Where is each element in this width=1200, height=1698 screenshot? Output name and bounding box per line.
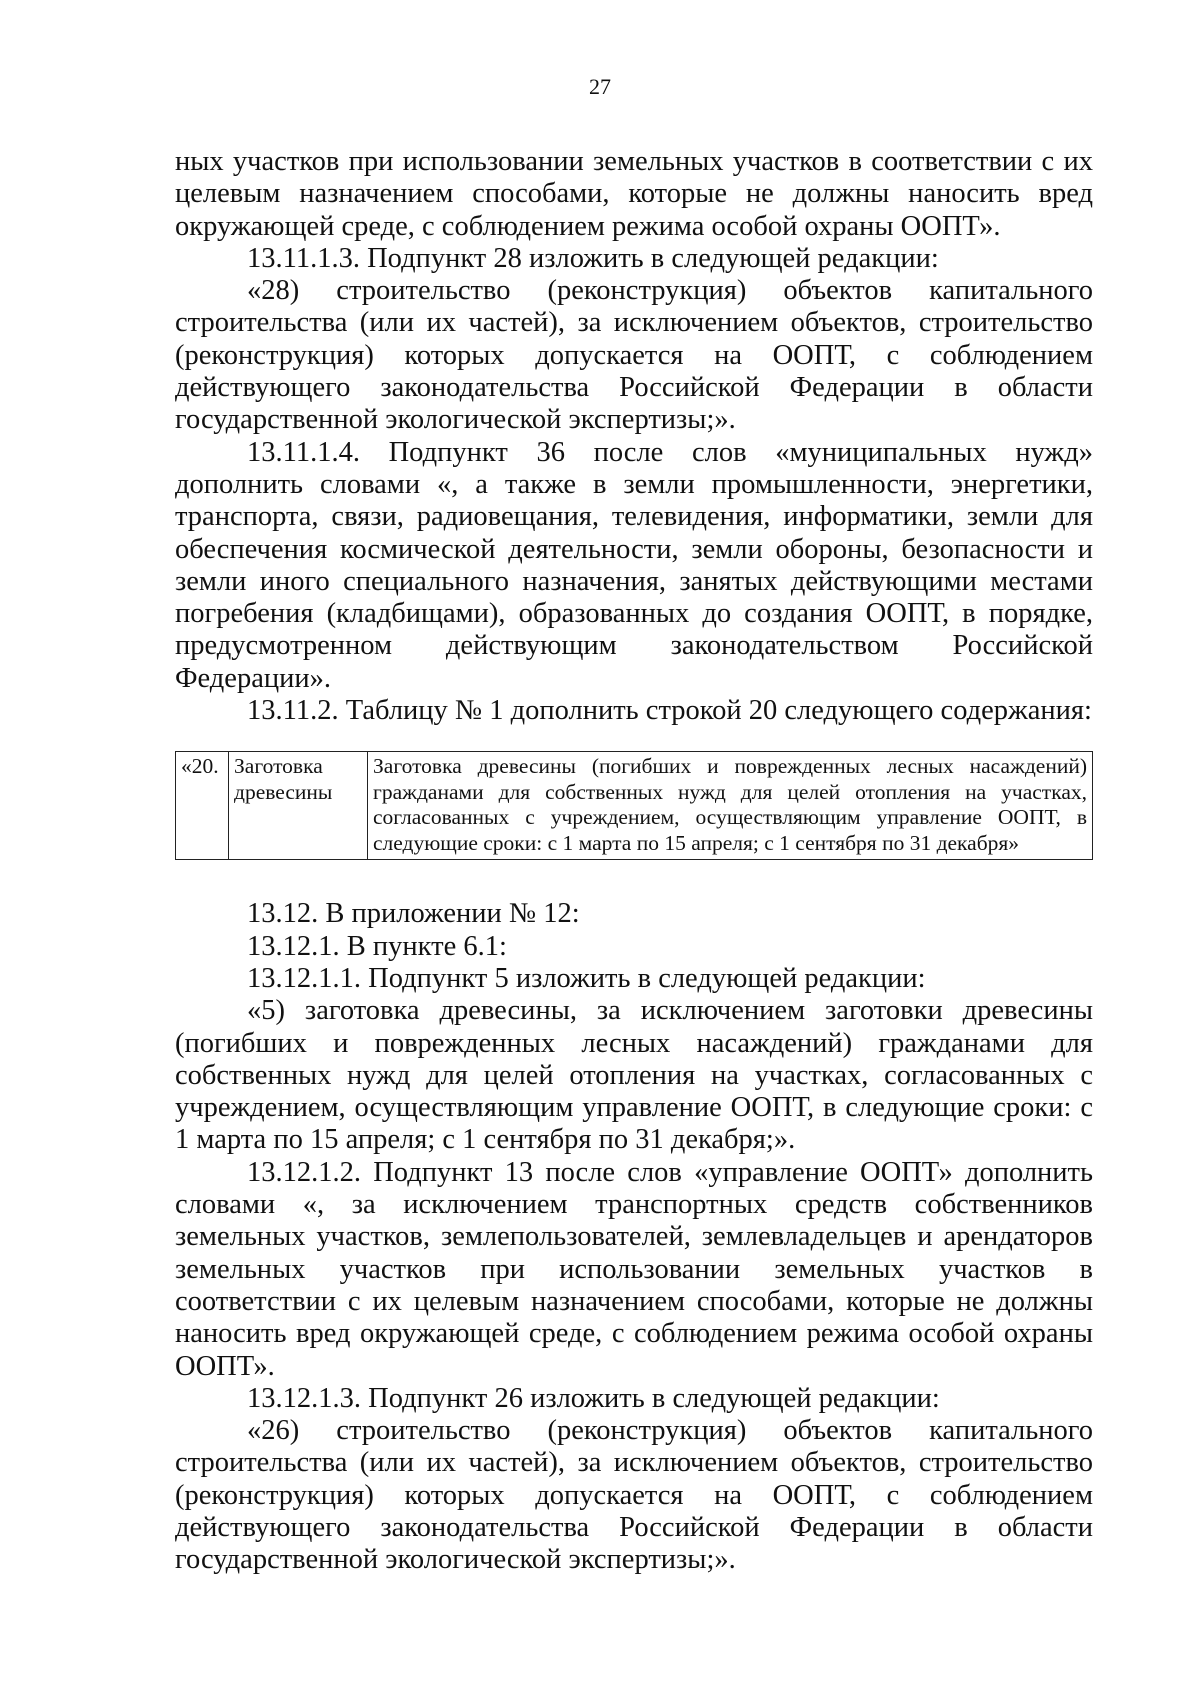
row-number-cell: «20. (176, 752, 229, 860)
paragraph: «5) заготовка древесины, за исключением заготовки древесины (погибших и поврежденных лесных насаждений) гражданами для собственных нужд для целей отопления на участках, согласованных с учреждением, осуществляющим управление ООПТ, в следующие сроки: с 1 марта по 15 апреля; с 1 сентября по 31 декабря;». (175, 995, 1093, 1156)
paragraph: 13.11.1.3. Подпункт 28 изложить в следующей редакции: (247, 242, 939, 274)
row-name-cell: Заготовка древесины (229, 752, 368, 860)
paragraphs-before-table (175, 146, 1093, 727)
paragraphs-after-table (175, 898, 1093, 1576)
amendment-table (175, 751, 1093, 860)
paragraph: «26) строительство (реконструкция) объектов капитального строительства (или их частей), за исключением объектов, строительство (реконструкция) которых допускается на ООПТ, с соблюдением действующего законодательства Российской Федерации в области государственной экологической экспертизы;». (175, 1415, 1093, 1576)
table-row (176, 752, 1093, 860)
paragraph: ных участков при использовании земельных участков в соответствии с их целевым назначением способами, которые не должны наносить вред окружающей среде, с соблюдением режима особой охраны ООПТ». (175, 146, 1093, 242)
row-description-cell: Заготовка древесины (погибших и поврежденных лесных насаждений) гражданами для собственных нужд для целей отопления на участках, согласованных с учреждением, осуществляющим управление ООПТ, в следующие сроки: с 1 марта по 15 апреля; с 1 сентября по 31 декабря» (368, 752, 1093, 860)
paragraph: 13.11.2. Таблицу № 1 дополнить строкой 20 следующего содержания: (247, 695, 1092, 727)
amendment-table-body (176, 752, 1093, 860)
paragraph: 13.12.1.3. Подпункт 26 изложить в следующей редакции: (247, 1382, 940, 1414)
paragraph: «28) строительство (реконструкция) объектов капитального строительства (или их частей), за исключением объектов, строительство (реконструкция) которых допускается на ООПТ, с соблюдением действующего законодательства Российской Федерации в области государственной экологической экспертизы;». (175, 275, 1093, 436)
paragraph: 13.12. В приложении № 12: (247, 898, 580, 930)
paragraph: 13.12.1.2. Подпункт 13 после слов «управление ООПТ» дополнить словами «, за исключением транспортных средств собственников земельных участков, землепользователей, землевладельцев и арендаторов земельных участков при использовании земельных участков в соответствии с их целевым назначением способами, которые не должны наносить вред окружающей среде, с соблюдением режима особой охраны ООПТ». (175, 1156, 1093, 1382)
page-number: 27 (589, 74, 611, 99)
paragraph: 13.11.1.4. Подпункт 36 после слов «муниципальных нужд» дополнить словами «, а также в земли промышленности, энергетики, транспорта, связи, радиовещания, телевидения, информатики, земли для обеспечения космической деятельности, земли обороны, безопасности и земли иного специального назначения, занятых действующими местами погребения (кладбищами), образованных до создания ООПТ, в порядке, предусмотренном действующим законодательством Российской Федерации». (175, 436, 1093, 694)
document-body (175, 146, 1093, 1577)
paragraph: 13.12.1.1. Подпункт 5 изложить в следующей редакции: (247, 962, 926, 994)
paragraph: 13.12.1. В пункте 6.1: (247, 930, 507, 962)
